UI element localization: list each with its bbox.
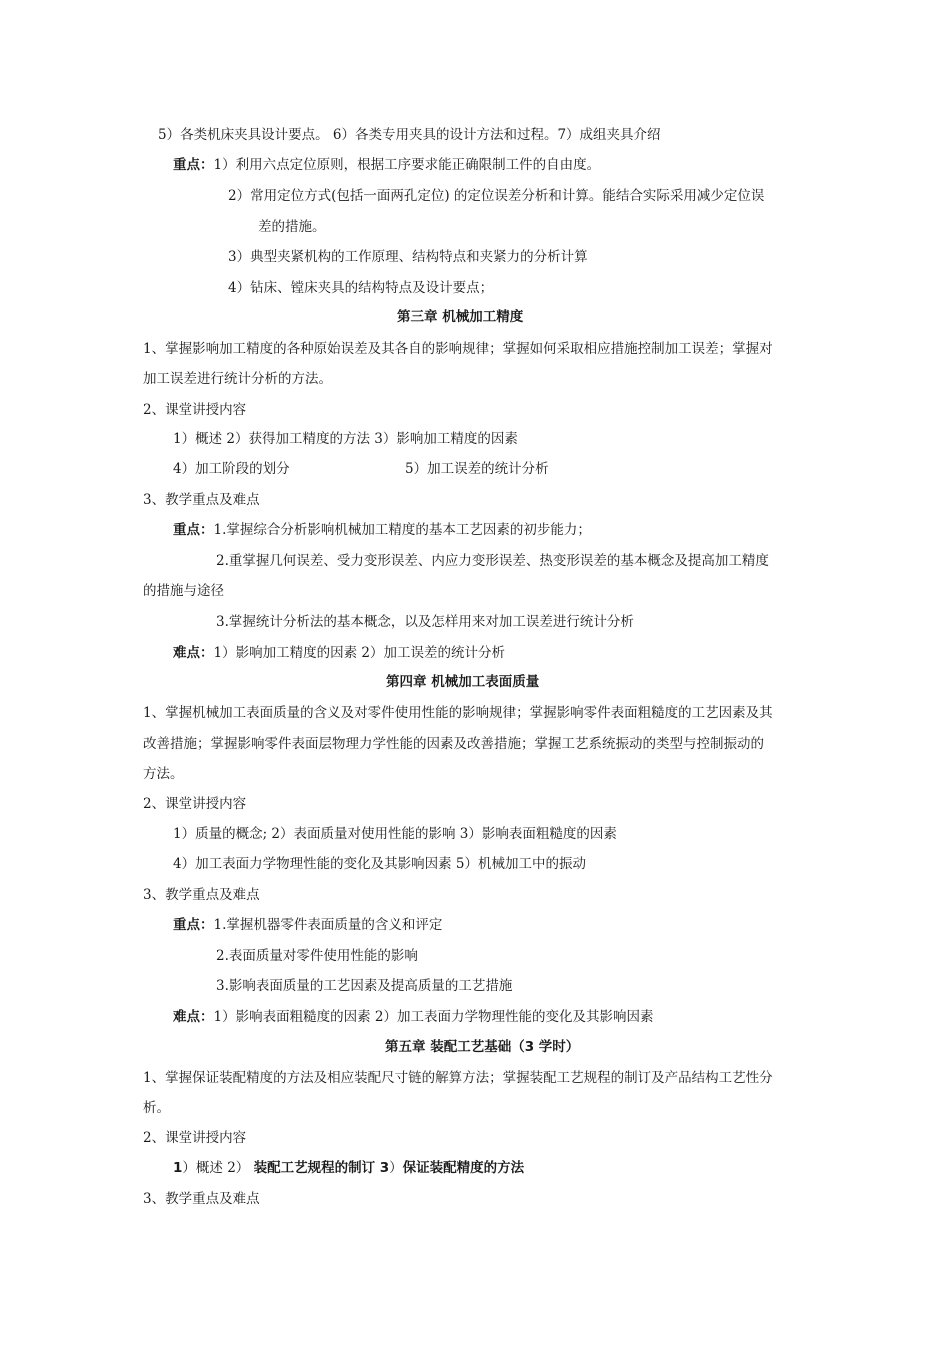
chapter-heading: 第五章 装配工艺基础（3 学时） bbox=[385, 1039, 580, 1055]
key-points-line bbox=[173, 155, 600, 175]
text-line: 1、掌握机械加工表面质量的含义及对零件使用性能的影响规律；掌握影响零件表面粗糙度的工艺因素及其 bbox=[143, 705, 773, 721]
difficulty-label: 难点： bbox=[173, 645, 214, 661]
text-line: 2、课堂讲授内容 bbox=[143, 1130, 247, 1146]
text-line: 1.掌握机器零件表面质量的含义和评定 bbox=[213, 917, 443, 933]
text-line: 3、教学重点及难点 bbox=[143, 1191, 260, 1207]
text-line: 2、课堂讲授内容 bbox=[143, 796, 247, 812]
key-points-label: 重点： bbox=[173, 157, 214, 173]
text-line: 的措施与途径 bbox=[143, 583, 224, 599]
mixed-bold-line bbox=[173, 1158, 524, 1178]
text-line: 析。 bbox=[143, 1100, 170, 1116]
text-line: 2.表面质量对零件使用性能的影响 bbox=[216, 948, 418, 964]
text-line: 3.掌握统计分析法的基本概念，以及怎样用来对加工误差进行统计分析 bbox=[216, 614, 634, 630]
text-line: 4）钻床、镗床夹具的结构特点及设计要点； bbox=[228, 280, 494, 296]
text-line: 4）加工表面力学物理性能的变化及其影响因素 5）机械加工中的振动 bbox=[173, 856, 586, 872]
text-line: 差的措施。 bbox=[258, 219, 326, 235]
difficulty-line bbox=[173, 643, 505, 663]
text-line: 1）概述 2）获得加工精度的方法 3）影响加工精度的因素 bbox=[173, 431, 518, 447]
text-line: ）概述 2） bbox=[182, 1160, 254, 1176]
chapter-heading: 第三章 机械加工精度 bbox=[397, 309, 524, 325]
text-line: 3.影响表面质量的工艺因素及提高质量的工艺措施 bbox=[216, 978, 513, 994]
text-line: 2、课堂讲授内容 bbox=[143, 402, 247, 418]
text-line: 3、教学重点及难点 bbox=[143, 492, 260, 508]
difficulty-line bbox=[173, 1007, 653, 1027]
text-line: 1.掌握综合分析影响机械加工精度的基本工艺因素的初步能力； bbox=[213, 522, 591, 538]
text-line: 1、掌握影响加工精度的各种原始误差及其各自的影响规律；掌握如何采取相应措施控制加工误差；掌握对 bbox=[143, 341, 773, 357]
text-line: 加工误差进行统计分析的方法。 bbox=[143, 371, 332, 387]
text-line: 1、掌握保证装配精度的方法及相应装配尺寸链的解算方法；掌握装配工艺规程的制订及产品结构工艺性分 bbox=[143, 1070, 773, 1086]
text-line: 1）影响加工精度的因素 2）加工误差的统计分析 bbox=[213, 645, 505, 661]
bold-text: 1 bbox=[173, 1160, 183, 1176]
key-points-label: 重点： bbox=[173, 917, 214, 933]
text-line: 2）常用定位方式(包括一面两孔定位) 的定位误差分析和计算。能结合实际采用减少定位误 bbox=[228, 188, 765, 204]
text-line: 5）加工误差的统计分析 bbox=[405, 461, 549, 477]
bold-text: 保证装配精度的方法 bbox=[402, 1160, 525, 1176]
difficulty-label: 难点： bbox=[173, 1009, 214, 1025]
bold-text: 装配工艺规程的制订 3 bbox=[253, 1160, 390, 1176]
text-line: ） bbox=[389, 1160, 403, 1176]
text-line: 1）影响表面粗糙度的因素 2）加工表面力学物理性能的变化及其影响因素 bbox=[213, 1009, 654, 1025]
text-line: 2.重掌握几何误差、受力变形误差、内应力变形误差、热变形误差的基本概念及提高加工精度 bbox=[216, 553, 769, 569]
key-points-line bbox=[173, 915, 442, 935]
text-line: 1）质量的概念; 2）表面质量对使用性能的影响 3）影响表面粗糙度的因素 bbox=[173, 826, 617, 842]
text-line: 改善措施；掌握影响零件表面层物理力学性能的因素及改善措施；掌握工艺系统振动的类型与控制振动的 bbox=[143, 736, 764, 752]
text-line: 方法。 bbox=[143, 766, 184, 782]
key-points-label: 重点： bbox=[173, 522, 214, 538]
text-line: 1）利用六点定位原则，根据工序要求能正确限制工件的自由度。 bbox=[213, 157, 601, 173]
text-line: 3、教学重点及难点 bbox=[143, 887, 260, 903]
text-line: 3）典型夹紧机构的工作原理、结构特点和夹紧力的分析计算 bbox=[228, 249, 588, 265]
text-line: 5）各类机床夹具设计要点。 6）各类专用夹具的设计方法和过程。7）成组夹具介绍 bbox=[158, 127, 661, 143]
text-line: 4）加工阶段的划分 bbox=[173, 461, 290, 477]
chapter-heading: 第四章 机械加工表面质量 bbox=[386, 674, 540, 690]
key-points-line bbox=[173, 520, 591, 540]
